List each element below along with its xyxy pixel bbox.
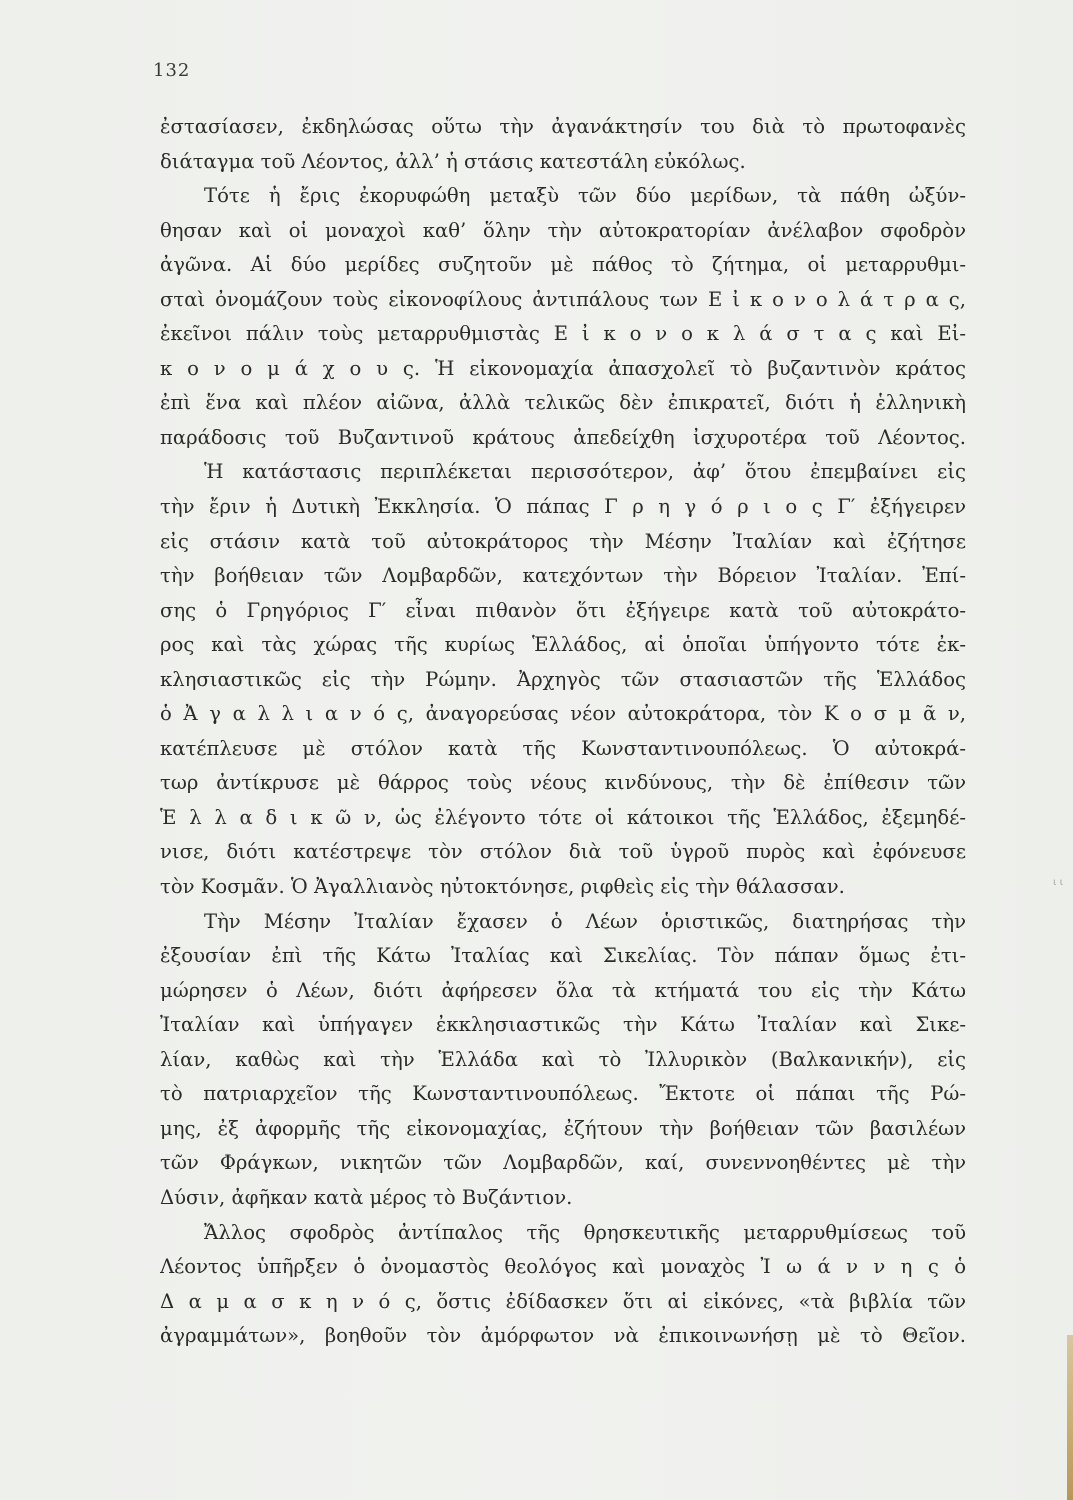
text-line: ἀγῶνα. Αἱ δύο μερίδες συζητοῦν μὲ πάθος τὸ ζήτημα, οἱ μεταρρυθμι- <box>160 253 966 277</box>
page-number: 132 <box>153 60 191 81</box>
text-line: Δύσιν, ἀφῆκαν κατὰ μέρος τὸ Βυζάντιον. <box>160 1185 573 1209</box>
text-line: ἐξουσίαν ἐπὶ τῆς Κάτω Ἰταλίας καὶ Σικελίας. Τὸν πάπαν ὅμως ἐτι- <box>160 944 966 968</box>
text-line: Ἄλλος σφοδρὸς ἀντίπαλος τῆς θρησκευτικῆς μεταρρυθμίσεως τοῦ <box>204 1220 966 1244</box>
text-line: Ἑ λ λ α δ ι κ ῶ ν, ὡς ἐλέγοντο τότε οἱ κάτοικοι τῆς Ἑλλάδος, ἐξεμηδέ- <box>160 805 966 829</box>
text-line: τὸ πατριαρχεῖον τῆς Κωνσταντινουπόλεως. Ἔκτοτε οἱ πάπαι τῆς Ρώ- <box>160 1082 966 1106</box>
margin-mark: ι ι <box>1053 877 1063 888</box>
text-line: θησαν καὶ οἱ μοναχοὶ καθ’ ὅλην τὴν αὐτοκρατορίαν ἀνέλαβον σφοδρὸν <box>160 218 966 242</box>
text-line: σης ὁ Γρηγόριος Γ′ εἶναι πιθανὸν ὅτι ἐξήγειρε κατὰ τοῦ αὐτοκράτο- <box>160 598 966 622</box>
text-line: ἐστασίασεν, ἐκδηλώσας οὕτω τὴν ἀγανάκτησίν του διὰ τὸ πρωτοφανὲς <box>160 115 966 138</box>
text-line: κατέπλευσε μὲ στόλον κατὰ τῆς Κωνσταντινουπόλεως. Ὁ αὐτοκρά- <box>160 736 966 760</box>
text-line: σταὶ ὀνομάζουν τοὺς εἰκονοφίλους ἀντιπάλους των Ε ἰ κ ο ν ο λ ά τ ρ α ς, <box>160 287 966 311</box>
text-line: λίαν, καθὼς καὶ τὴν Ἑλλάδα καὶ τὸ Ἰλλυρικὸν (Βαλκανικήν), εἰς <box>160 1047 966 1071</box>
text-line: τῶν Φράγκων, νικητῶν τῶν Λομβαρδῶν, καί, συνεννοηθέντες μὲ τὴν <box>160 1151 966 1175</box>
text-line: Τὴν Μέσην Ἰταλίαν ἔχασεν ὁ Λέων ὁριστικῶς, διατηρήσας τὴν <box>204 909 966 933</box>
text-line: νισε, διότι κατέστρεψε τὸν στόλον διὰ τοῦ ὑγροῦ πυρὸς καὶ ἐφόνευσε <box>160 840 966 864</box>
text-line: ἐκεῖνοι πάλιν τοὺς μεταρρυθμιστὰς Ε ἰ κ ο ν ο κ λ ά σ τ α ς καὶ Εἰ- <box>160 322 966 346</box>
text-line: διάταγμα τοῦ Λέοντος, ἀλλ’ ἡ στάσις κατεστάλη εὐκόλως. <box>160 149 746 173</box>
text-line: ἀγραμμάτων», βοηθοῦν τὸν ἀμόρφωτον νὰ ἐπικοινωνήσῃ μὲ τὸ Θεῖον. <box>160 1324 966 1348</box>
text-line: ἐπὶ ἕνα καὶ πλέον αἰῶνα, ἀλλὰ τελικῶς δὲν ἐπικρατεῖ, διότι ἡ ἑλληνικὴ <box>160 391 966 415</box>
text-line: Ἡ κατάστασις περιπλέκεται περισσότερον, ἀφ’ ὅτου ἐπεμβαίνει εἰς <box>204 460 966 484</box>
text-line: Δ α μ α σ κ η ν ό ς, ὅστις ἐδίδασκεν ὅτι αἱ εἰκόνες, «τὰ βιβλία τῶν <box>160 1289 966 1313</box>
text-line: ρος καὶ τὰς χώρας τῆς κυρίως Ἑλλάδος, αἱ ὁποῖαι ὑπήγοντο τότε ἐκ- <box>160 633 966 657</box>
body-text <box>160 110 966 1354</box>
text-line: ὁ Ἀ γ α λ λ ι α ν ό ς, ἀναγορεύσας νέον αὐτοκράτορα, τὸν Κ ο σ μ ᾶ ν, <box>160 702 966 726</box>
page-edge-strip <box>1067 1335 1073 1500</box>
text-line: κλησιαστικῶς εἰς τὴν Ρώμην. Ἀρχηγὸς τῶν στασιαστῶν τῆς Ἑλλάδος <box>160 667 966 691</box>
text-line: μώρησεν ὁ Λέων, διότι ἀφήρεσεν ὅλα τὰ κτήματά του εἰς τὴν Κάτω <box>160 978 966 1002</box>
text-line: τὴν βοήθειαν τῶν Λομβαρδῶν, κατεχόντων τὴν Βόρειον Ἰταλίαν. Ἐπί- <box>160 564 966 588</box>
text-line: Ἰταλίαν καὶ ὑπήγαγεν ἐκκλησιαστικῶς τὴν Κάτω Ἰταλίαν καὶ Σικε- <box>160 1013 966 1037</box>
text-line: τὸν Κοσμᾶν. Ὁ Ἀγαλλιανὸς ηὐτοκτόνησε, ριφθεὶς εἰς τὴν θάλασσαν. <box>160 875 845 899</box>
text-line: Τότε ἡ ἔρις ἐκορυφώθη μεταξὺ τῶν δύο μερίδων, τὰ πάθη ὠξύν- <box>204 184 966 208</box>
text-line: παράδοσις τοῦ Βυζαντινοῦ κράτους ἀπεδείχθη ἰσχυροτέρα τοῦ Λέοντος. <box>160 425 966 449</box>
text-line: μης, ἐξ ἀφορμῆς τῆς εἰκονομαχίας, ἐζήτουν τὴν βοήθειαν τῶν βασιλέων <box>160 1116 966 1140</box>
text-line: Λέοντος ὑπῆρξεν ὁ ὀνομαστὸς θεολόγος καὶ μοναχὸς Ἰ ω ά ν ν η ς ὁ <box>160 1255 966 1279</box>
text-line: εἰς στάσιν κατὰ τοῦ αὐτοκράτορος τὴν Μέσην Ἰταλίαν καὶ ἐζήτησε <box>160 529 966 553</box>
text-line: τωρ ἀντίκρυσε μὲ θάρρος τοὺς νέους κινδύνους, τὴν δὲ ἐπίθεσιν τῶν <box>160 771 966 795</box>
text-line: κ ο ν ο μ ά χ ο υ ς. Ἡ εἰκονομαχία ἀπασχολεῖ τὸ βυζαντινὸν κράτος <box>160 356 966 380</box>
text-line: τὴν ἔριν ἡ Δυτικὴ Ἐκκλησία. Ὁ πάπας Γ ρ η γ ό ρ ι ο ς Γ′ ἐξήγειρεν <box>160 495 966 519</box>
